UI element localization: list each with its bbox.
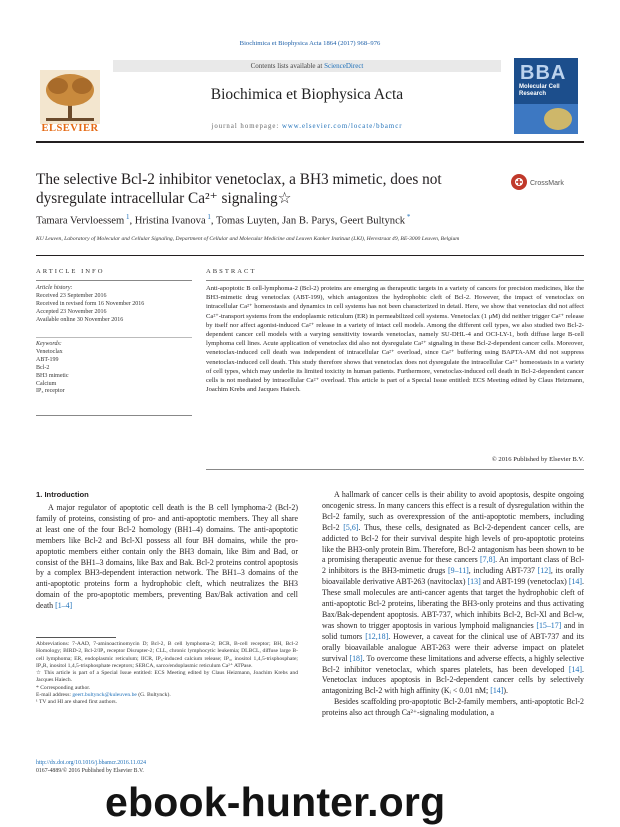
footnotes: [36, 641, 298, 707]
section-heading: 1. Introduction: [36, 490, 89, 499]
citation-link[interactable]: [7,8]: [480, 555, 496, 565]
author-name: Hristina Ivanova: [134, 215, 206, 227]
body-text: . Venetoclax induces apoptosis in Bcl-2-dependent cancer cells by selectively antagonizing Bcl-2 with high affinity (Kᵢ < 0.01 nM;: [322, 664, 584, 696]
body-paragraph: Besides scaffolding pro-apoptotic Bcl-2-family members, anti-apoptotic Bcl-2 proteins also act through Ca²⁺-signaling modulation, a: [322, 697, 584, 718]
cover-illustration: [544, 108, 572, 130]
citation-link[interactable]: [18]: [349, 653, 363, 663]
author-mark[interactable]: *: [405, 213, 411, 221]
citation-link[interactable]: [14]: [490, 686, 504, 696]
abbreviations: Abbreviations: 7-AAD, 7-aminoactinomycin D; Bcl-2, B cell lymphoma-2; BCR, B-cell receptor; BH, Bcl-2 Homology; BIRD-2, Bcl-2/IP₃ receptor Disrupter-2; CLL, chronic lymphocytic leukemia; DLBCL, diffuse large B-cell lymphoma; ER, endoplasmic reticulum; IICR, IP₃-induced calcium release; IP₃, inositol 1,4,5-trisphosphate; IP₃R, inositol 1,4,5-trisphosphate receptors; SERCA, sarco/endoplasmic reticulum Ca²⁺ ATPase.: [36, 641, 298, 669]
cover-subtitle: Molecular Cell Research: [519, 84, 560, 97]
body-text: and ABT-199 (venetoclax): [480, 577, 569, 587]
keyword: ABT-199: [36, 356, 59, 363]
sciencedirect-link[interactable]: ScienceDirect: [324, 62, 364, 70]
email-line: E-mail address: geert.bultynck@kuleuven.be (G. Bultynck).: [36, 692, 171, 699]
title-rule: [36, 255, 584, 256]
history-item: Accepted 23 November 2016: [36, 308, 107, 315]
citation-link[interactable]: [12,18]: [365, 631, 389, 641]
author-name: Jan B. Parys: [282, 215, 335, 227]
header-rule: [36, 141, 584, 143]
journal-citation[interactable]: Biochimica et Biophysica Acta 1864 (2017) 968–976: [239, 40, 381, 47]
paper-title: The selective Bcl-2 inhibitor venetoclax, a BH3 mimetic, does not dysregulate intracellular Ca²⁺ signaling☆: [36, 171, 442, 207]
issn-line: 0167-4889/© 2016 Published by Elsevier B.V.: [36, 767, 144, 774]
body-text: , its orally bioavailable derivative ABT-263 (navitoclax): [322, 566, 585, 587]
citation-link[interactable]: [15–17]: [536, 620, 562, 630]
intro-paragraph: A major regulator of apoptotic cell death is the B cell lymphoma-2 (Bcl-2) family of proteins, consisting of pro- and anti-apoptotic members. They all share at least one of the four Bcl-2 homology (BH1–4) domains. The anti-apoptotic members like Bcl-2 and Bcl-Xl possess all four BH domains, while the pro-apoptotic members either contain only the BH3 domain, like Bim and Bad, or consist of the BH1–3 domains, like Bax and Bak. Bcl-2 proteins control apoptosis by a complex BH3-dependent interaction network. The BH1–3 domains of the anti-apoptotic proteins form a hydrophobic cleft, which neutralizes the BH3 domain of the pro-apoptotic members, preventing Bax/Bak activation and cell death [1–4]: [36, 503, 298, 611]
citation-link[interactable]: [9–11]: [448, 566, 469, 576]
homepage-link[interactable]: www.elsevier.com/locate/bbamcr: [281, 123, 403, 130]
journal-homepage: journal homepage: www.elsevier.com/locate/bbamcr: [211, 123, 403, 130]
right-column: [322, 490, 584, 719]
history-item: Received in revised form 16 November 2016: [36, 300, 145, 307]
author-mark[interactable]: 1: [124, 213, 130, 221]
abstract-text: Anti-apoptotic B cell-lymphoma-2 (Bcl-2) proteins are emerging as therapeutic targets in a variety of cancers for precision medicines, like the BH3-mimetic drug venetoclax (ABT-199), which antagonizes the hydrophobic cleft of Bcl-2. However, the impact of venetoclax on intracellular Ca²⁺ homeostasis and dynamics in cell systems has not been characterized in detail. Here, we show that venetoclax did not affect Ca²⁺-transport systems from the endoplasmic reticulum (ER) in permeabilized cell systems. Venetoclax (1 μM) did neither trigger Ca²⁺ release by itself nor affect agonist-induced Ca²⁺ release in a variety of intact cell models. Among the different cell types, we also studied two Bcl-2-dependent cancer cell models with a varying sensitivity towards venetoclax, namely SU-DHL-4 and OCI-LY-1, both diffuse large B-cell lymphoma cell lines. Acute application of venetoclax did also not dysregulate Ca²⁺ signaling in these Bcl-2-dependent cancer cells. Moreover, venetoclax-induced cell death was independent of intracellular Ca²⁺ overload, since Ca²⁺ buffering using BAPTA-AM did not suppress venetoclax-induced cell death. This study therefore shows that venetoclax does not dysregulate the intracellular Ca²⁺ homeostasis in a variety of cell types, which may underlie its limited toxicity in human patients. Furthermore, venetoclax-induced cell death in Bcl-2-dependent cancer cells is not mediated by intracellular Ca²⁺ overload. This article is part of a Special Issue entitled: ECS Meeting edited by Claus Heizmann, Joachim Krebs and Jacques Haiech.: [206, 285, 584, 394]
equal-contribution-note: ¹ TV and HI are shared first authors.: [36, 699, 118, 706]
article-info-bottom-rule: [36, 415, 192, 416]
email-link[interactable]: geert.bultynck@kuleuven.be: [72, 692, 137, 699]
body-text: A hallmark of cancer cells is their ability to avoid apoptosis, despite ongoing oncogenic stress. In many cancers this effect is a result of dysregulation within the Bcl-2 family, such as overexpression of the anti-apoptotic members, including Bcl-2: [322, 490, 584, 532]
crossmark-label: CrossMark: [530, 180, 564, 187]
body-text: . However, a caveat for the clinical use of ABT-737 and its orally bioavailable analogue ABT-263 were their adverse impact on platelet survival: [322, 631, 584, 663]
abstract-bottom-rule: [206, 469, 584, 470]
keyword: Calcium: [36, 380, 57, 387]
copyright: © 2016 Published by Elsevier B.V.: [491, 456, 584, 463]
body-text: ).: [503, 686, 508, 696]
journal-title: Biochimica et Biophysica Acta: [210, 86, 404, 103]
body-text: . An important class of Bcl-2 inhibitors is the BH3-mimetic drugs: [322, 555, 584, 576]
keyword: Bcl-2: [36, 364, 50, 371]
crossmark-badge[interactable]: [510, 170, 570, 194]
author-mark[interactable]: 1: [205, 213, 211, 221]
keyword: IP₃ receptor: [36, 388, 65, 395]
citation-link[interactable]: [13]: [467, 577, 481, 587]
affiliation: KU Leuven, Laboratory of Molecular and Cellular Signaling, Department of Cellular and Molecular Medicine and Leuven Kanker Instituut (LKI), Herestraat 49, BE-3000 Leuven, Belgium: [36, 236, 460, 242]
keyword: BH3 mimetic: [36, 372, 69, 379]
body-paragraph: [322, 490, 584, 697]
watermark: ebook-hunter.org: [105, 779, 446, 825]
citation-link[interactable]: [12]: [537, 566, 551, 576]
abstract-heading: ABSTRACT: [206, 268, 257, 275]
body-text: . To overcome these limitations and adverse effects, a highly selective Bcl-2 inhibitor venetoclax, which spares platelets, has been developed: [322, 653, 584, 674]
journal-cover-image: [514, 58, 578, 134]
history-label: Article history:: [36, 285, 73, 291]
body-text: , including ABT-737: [468, 566, 538, 576]
author-name: Tomas Luyten: [216, 215, 277, 227]
doi-link[interactable]: http://dx.doi.org/10.1016/j.bbamcr.2016.11.024: [36, 760, 146, 766]
history-item: Received 23 September 2016: [36, 292, 107, 299]
article-info-rule: [36, 280, 192, 281]
citation-link[interactable]: [14]: [568, 577, 583, 587]
keywords: [36, 341, 192, 396]
corresponding-author: * Corresponding author.: [36, 684, 91, 691]
citation-link[interactable]: [5,6]: [343, 522, 359, 532]
article-history: [36, 285, 192, 325]
publisher-name: ELSEVIER: [41, 123, 99, 134]
citation-link[interactable]: [14]: [568, 664, 583, 674]
keywords-label: Keywords:: [36, 341, 62, 347]
contents-line: Contents lists available at ScienceDirect: [250, 62, 364, 70]
cover-title: BBA: [520, 62, 567, 84]
author-name: Tamara Vervloessem: [36, 215, 125, 227]
body-text: . These small molecules are anti-cancer agents that target the hydrophobic cleft of anti-apoptotic Bcl-2 proteins, liberating the BH3-only proteins and thus activating Bax/Bak-dependent apoptosis. ABT-737, which inhibits Bcl-2, Bcl-Xl and Bcl-w, was shown to trigger apoptosis in various lymphoid malignancies: [322, 577, 584, 630]
keyword: Venetoclax: [36, 348, 63, 355]
body-text: and in solid tumors: [322, 620, 585, 641]
article-info-heading: ARTICLE INFO: [36, 268, 105, 275]
history-item: Available online 30 November 2016: [36, 316, 124, 323]
doi-block: [36, 760, 146, 775]
abstract-rule: [206, 280, 584, 281]
body-text: . Thus, these cells, designated as Bcl-2-dependent cancer cells, are addicted to Bcl-2 for their survival despite high levels of pro-apoptotic proteins like the BH3-only protein Bim. Therefore, Bcl-2 antagonism has been shown to be a promising therapeutic avenue for these cancers: [322, 522, 584, 565]
special-issue-note: ☆ This article is part of a Special Issue entitled: ECS Meeting edited by Claus Heizmann, Joachim Krebs and Jacques Haiech.: [36, 670, 298, 684]
citation-link[interactable]: [1–4]: [55, 601, 73, 611]
author-name: Geert Bultynck: [340, 215, 406, 227]
footnote-rule: [36, 637, 116, 638]
author-list: Tamara Vervloessem $^1$, Hristina Ivanova $^1$, Tomas Luyten, Jan B. Parys, Geert Bultynck *: [36, 213, 411, 227]
article-info-divider: [36, 337, 192, 338]
